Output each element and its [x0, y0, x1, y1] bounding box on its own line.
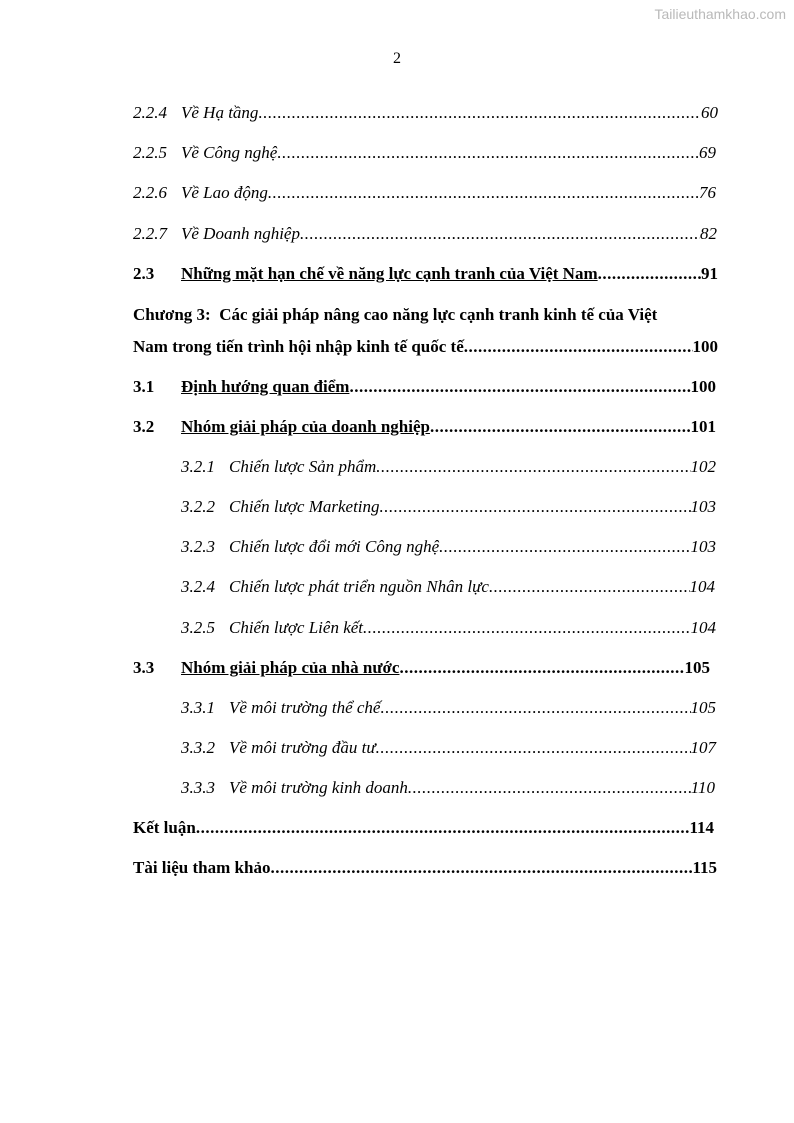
toc-entry-title: Chiến lược Marketing — [229, 497, 380, 516]
toc-entry-number: 3.2.5 — [181, 618, 215, 637]
toc-leader-dots — [270, 853, 692, 883]
toc-entry-page: 114 — [689, 818, 714, 837]
toc-entry[interactable] — [181, 733, 716, 763]
toc-entry-title: Chiến lược đổi mới Công nghệ — [229, 537, 440, 556]
toc-entry-number: 3.2 — [133, 417, 155, 436]
toc-leader-dots — [196, 813, 690, 843]
toc-entry-page: 110 — [690, 778, 715, 797]
toc-leader-dots — [258, 98, 701, 128]
toc-leader-dots — [376, 733, 691, 763]
toc-entry-title: Tài liệu tham khảo — [133, 858, 271, 877]
toc-entry-title: Về môi trường đầu tư — [229, 738, 376, 757]
toc-entry[interactable] — [133, 853, 717, 883]
toc-entry[interactable] — [181, 532, 716, 562]
toc-entry-title: Kết luận — [133, 818, 196, 837]
toc-entry-title: Chiến lược Sản phẩm — [229, 457, 377, 476]
toc-entry-title: Về môi trường kinh doanh — [229, 778, 408, 797]
toc-entry[interactable] — [133, 653, 710, 683]
toc-entry-title: Về Hạ tầng — [181, 103, 259, 122]
toc-entry-number: 3.3.3 — [181, 778, 215, 797]
toc-entry-title: Chiến lược Liên kết — [229, 618, 364, 637]
toc-entry-number: 2.3 — [133, 264, 155, 283]
toc-entry[interactable] — [181, 693, 716, 723]
toc-leader-dots — [489, 572, 690, 602]
watermark: Tailieuthamkhao.com — [654, 6, 786, 22]
toc-entry-number: 3.3 — [133, 658, 155, 677]
toc-entry-page: 105 — [690, 698, 716, 717]
toc-leader-dots — [277, 138, 699, 168]
toc-entry-page: 82 — [700, 224, 717, 243]
toc-entry-page: 103 — [690, 537, 716, 556]
toc-entry-page: 115 — [692, 858, 717, 877]
toc-entry-title: Về Lao động — [181, 183, 268, 202]
toc-entry-page: 105 — [684, 658, 710, 677]
page-number: 2 — [393, 50, 401, 67]
toc-entry-page: 60 — [701, 103, 718, 122]
toc-entry[interactable] — [133, 813, 714, 843]
toc-entry-title: Chiến lược phát triển nguồn Nhân lực — [229, 577, 489, 596]
toc-chapter-entry[interactable] — [133, 299, 718, 363]
toc-entry-number: 2.2.7 — [133, 224, 167, 243]
toc-leader-dots — [349, 372, 690, 402]
toc-entry-page: 100 — [690, 377, 716, 396]
chapter-title-line2: Nam trong tiến trình hội nhập kinh tế quốc tế — [133, 337, 464, 356]
toc-entry-number: 2.2.6 — [133, 183, 167, 202]
toc-entry-page: 76 — [699, 183, 716, 202]
toc-entry-number: 3.2.4 — [181, 577, 215, 596]
toc-leader-dots — [464, 331, 693, 363]
toc-leader-dots — [363, 613, 690, 643]
toc-entry-title: Về môi trường thể chế — [229, 698, 381, 717]
toc-entry-title: Nhóm giải pháp của doanh nghiệp — [181, 417, 430, 436]
toc-entry-number: 3.2.2 — [181, 497, 215, 516]
toc-entry[interactable] — [133, 178, 716, 208]
toc-entry[interactable] — [181, 613, 716, 643]
chapter-heading-line — [133, 299, 718, 331]
toc-entry-page: 69 — [699, 143, 716, 162]
toc-entry[interactable] — [133, 259, 718, 289]
toc-entry[interactable] — [133, 138, 716, 168]
toc-leader-dots — [399, 653, 684, 683]
toc-entry[interactable] — [133, 412, 716, 442]
toc-entry-number: 3.3.2 — [181, 738, 215, 757]
chapter-title-line1: Các giải pháp nâng cao năng lực cạnh tranh kinh tế của Việt — [219, 305, 658, 324]
toc-entry-page: 100 — [692, 337, 718, 356]
toc-leader-dots — [268, 178, 699, 208]
toc-entry-title: Nhóm giải pháp của nhà nước — [181, 658, 400, 677]
toc-leader-dots — [439, 532, 690, 562]
toc-entry-title: Về Doanh nghiệp — [181, 224, 300, 243]
toc-leader-dots — [598, 259, 701, 289]
toc-leader-dots — [380, 693, 690, 723]
toc-leader-dots — [376, 452, 690, 482]
toc-entry-page: 104 — [690, 618, 716, 637]
toc-entry[interactable] — [181, 492, 716, 522]
toc-entry-title: Về Công nghệ — [181, 143, 278, 162]
toc-entry[interactable] — [133, 372, 716, 402]
toc-leader-dots — [380, 492, 691, 522]
toc-entry-number: 3.1 — [133, 377, 155, 396]
toc-entry-number: 2.2.4 — [133, 103, 167, 122]
toc-entry-page: 101 — [690, 417, 716, 436]
toc-entry[interactable] — [181, 572, 715, 602]
toc-entry-number: 2.2.5 — [133, 143, 167, 162]
toc-entry-number: 3.2.1 — [181, 457, 215, 476]
toc-entry-page: 107 — [690, 738, 716, 757]
toc-entry[interactable] — [133, 98, 718, 128]
toc-entry-number: 3.3.1 — [181, 698, 215, 717]
chapter-label: Chương 3: — [133, 305, 211, 324]
toc-entry-page: 91 — [701, 264, 718, 283]
toc-leader-dots — [430, 412, 691, 442]
toc-entry-page: 102 — [690, 457, 716, 476]
toc-entry-title: Định hướng quan điểm — [181, 377, 350, 396]
chapter-heading-line — [133, 331, 718, 363]
toc-entry-page: 103 — [690, 497, 716, 516]
toc-entry[interactable] — [133, 219, 717, 249]
toc-entry[interactable] — [181, 452, 716, 482]
toc-entry-page: 104 — [689, 577, 715, 596]
toc-entry-title: Những mặt hạn chế về năng lực cạnh tranh của Việt Nam — [181, 264, 598, 283]
toc-entry[interactable] — [181, 773, 715, 803]
toc-entry-number: 3.2.3 — [181, 537, 215, 556]
toc-leader-dots — [300, 219, 700, 249]
toc-leader-dots — [408, 773, 691, 803]
